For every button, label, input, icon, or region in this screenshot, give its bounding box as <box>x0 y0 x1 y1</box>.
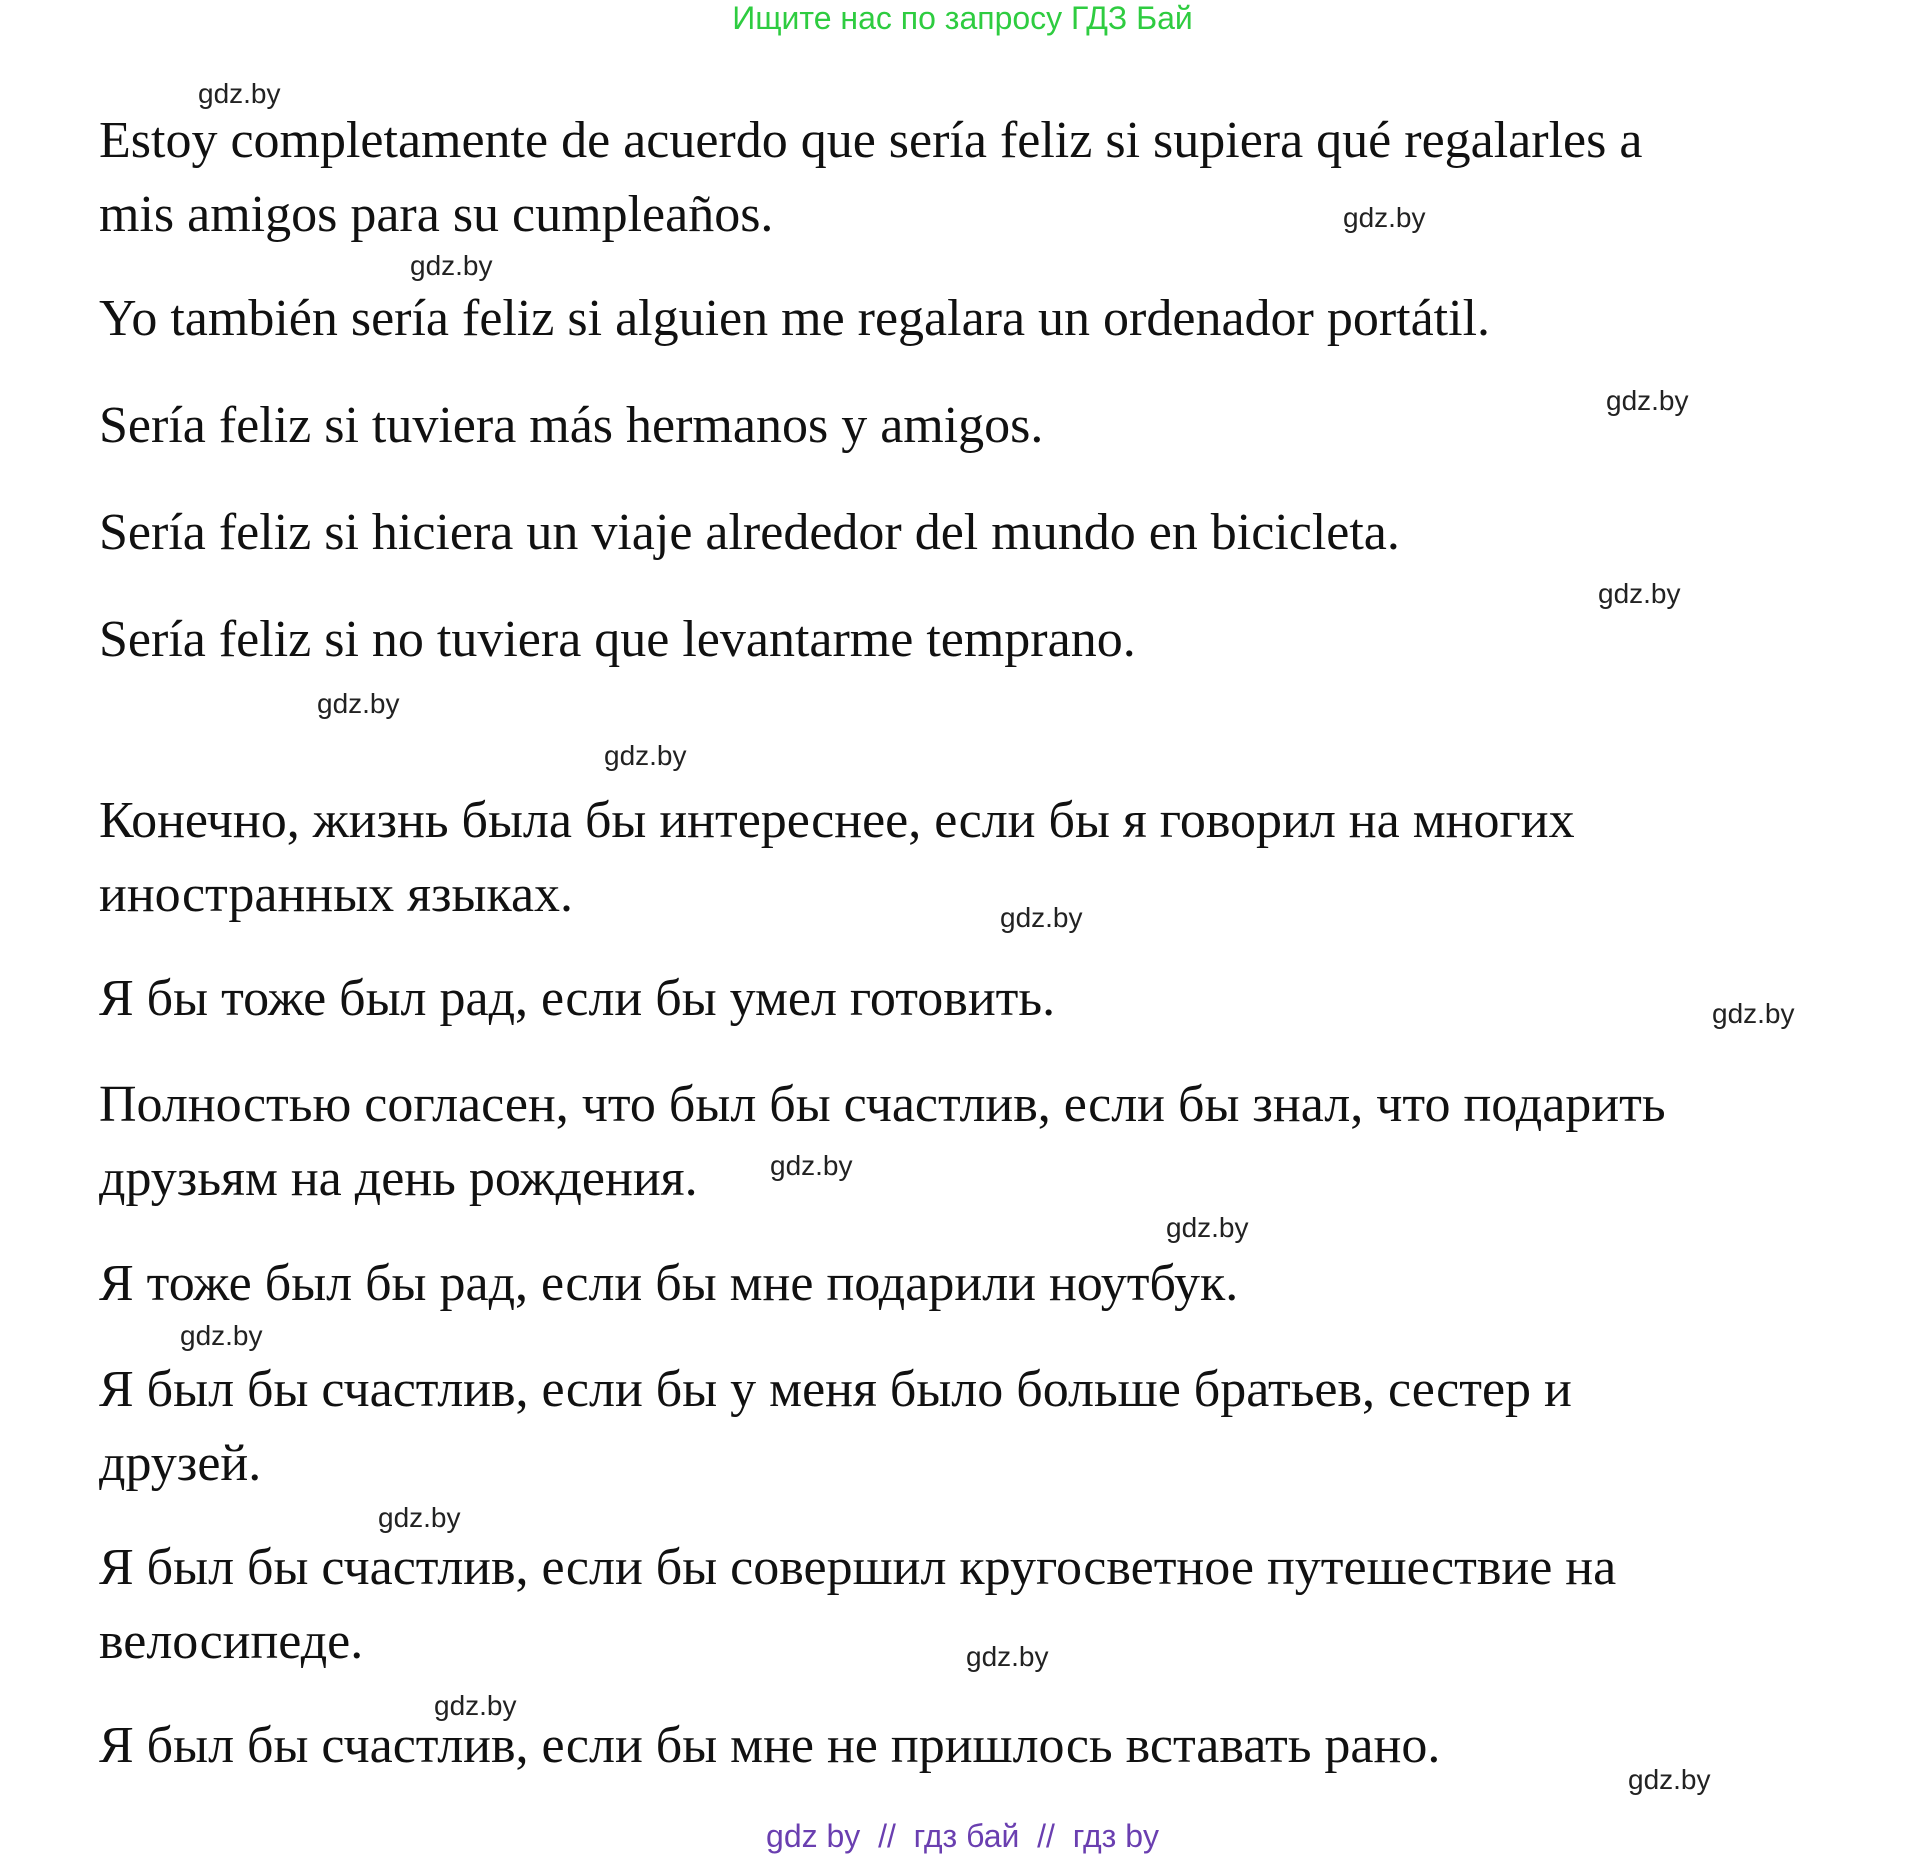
paragraph-line: друзей. <box>99 1435 262 1492</box>
paragraph-line: Я был бы счастлив, если бы совершил кругосветное путешествие на <box>99 1539 1617 1596</box>
paragraph-line: Я был бы счастлив, если бы у меня было больше братьев, сестер и <box>99 1361 1572 1418</box>
watermark: gdz.by <box>410 250 493 281</box>
paragraph-line: Я бы тоже был рад, если бы умел готовить. <box>99 970 1056 1027</box>
paragraph-1 <box>99 104 1899 252</box>
watermark: gdz.by <box>434 1690 517 1721</box>
watermark: gdz.by <box>604 740 687 771</box>
paragraph-line: Yo también sería feliz si alguien me regalara un ordenador portátil. <box>99 290 1491 347</box>
paragraph-line: иностранных языках. <box>99 866 574 923</box>
paragraph-line: друзьям на день рождения. <box>99 1150 698 1207</box>
footer-links: gdz by // гдз бай // гдз by <box>766 1818 1159 1854</box>
paragraph-line: Estoy completamente de acuerdo que sería feliz si supiera qué regalarles a <box>99 112 1643 169</box>
top-banner: Ищите нас по запросу ГДЗ Бай <box>732 0 1193 36</box>
paragraph-10 <box>99 1353 1899 1501</box>
watermark: gdz.by <box>770 1150 853 1181</box>
paragraph-line: велосипеде. <box>99 1613 364 1670</box>
paragraph-line: Я был бы счастлив, если бы мне не пришлось вставать рано. <box>99 1717 1441 1774</box>
paragraph-9 <box>99 1247 1899 1321</box>
paragraph-line: Полностью согласен, что был бы счастлив, если бы знал, что подарить <box>99 1076 1666 1133</box>
watermark: gdz.by <box>317 688 400 719</box>
paragraph-line: Sería feliz si no tuviera que levantarme temprano. <box>99 611 1136 668</box>
paragraph-line: Sería feliz si hiciera un viaje alrededor del mundo en bicicleta. <box>99 504 1400 561</box>
watermark: gdz.by <box>1000 902 1083 933</box>
paragraph-6 <box>99 784 1899 932</box>
watermark: gdz.by <box>966 1641 1049 1672</box>
paragraph-2 <box>99 282 1899 356</box>
paragraph-8 <box>99 1068 1899 1216</box>
paragraph-line: Я тоже был бы рад, если бы мне подарили ноутбук. <box>99 1255 1239 1312</box>
watermark: gdz.by <box>180 1320 263 1351</box>
paragraph-line: Sería feliz si tuviera más hermanos y amigos. <box>99 397 1044 454</box>
paragraph-4 <box>99 496 1899 570</box>
paragraph-5 <box>99 603 1899 677</box>
paragraph-7 <box>99 962 1899 1036</box>
paragraph-line: Конечно, жизнь была бы интереснее, если бы я говорил на многих <box>99 792 1575 849</box>
watermark: gdz.by <box>1712 998 1795 1029</box>
watermark: gdz.by <box>1343 202 1426 233</box>
watermark: gdz.by <box>1166 1212 1249 1243</box>
paragraph-line: mis amigos para su cumpleaños. <box>99 186 774 243</box>
watermark: gdz.by <box>378 1502 461 1533</box>
watermark: gdz.by <box>1628 1764 1711 1795</box>
watermark: gdz.by <box>1598 578 1681 609</box>
watermark: gdz.by <box>1606 385 1689 416</box>
watermark: gdz.by <box>198 78 281 109</box>
